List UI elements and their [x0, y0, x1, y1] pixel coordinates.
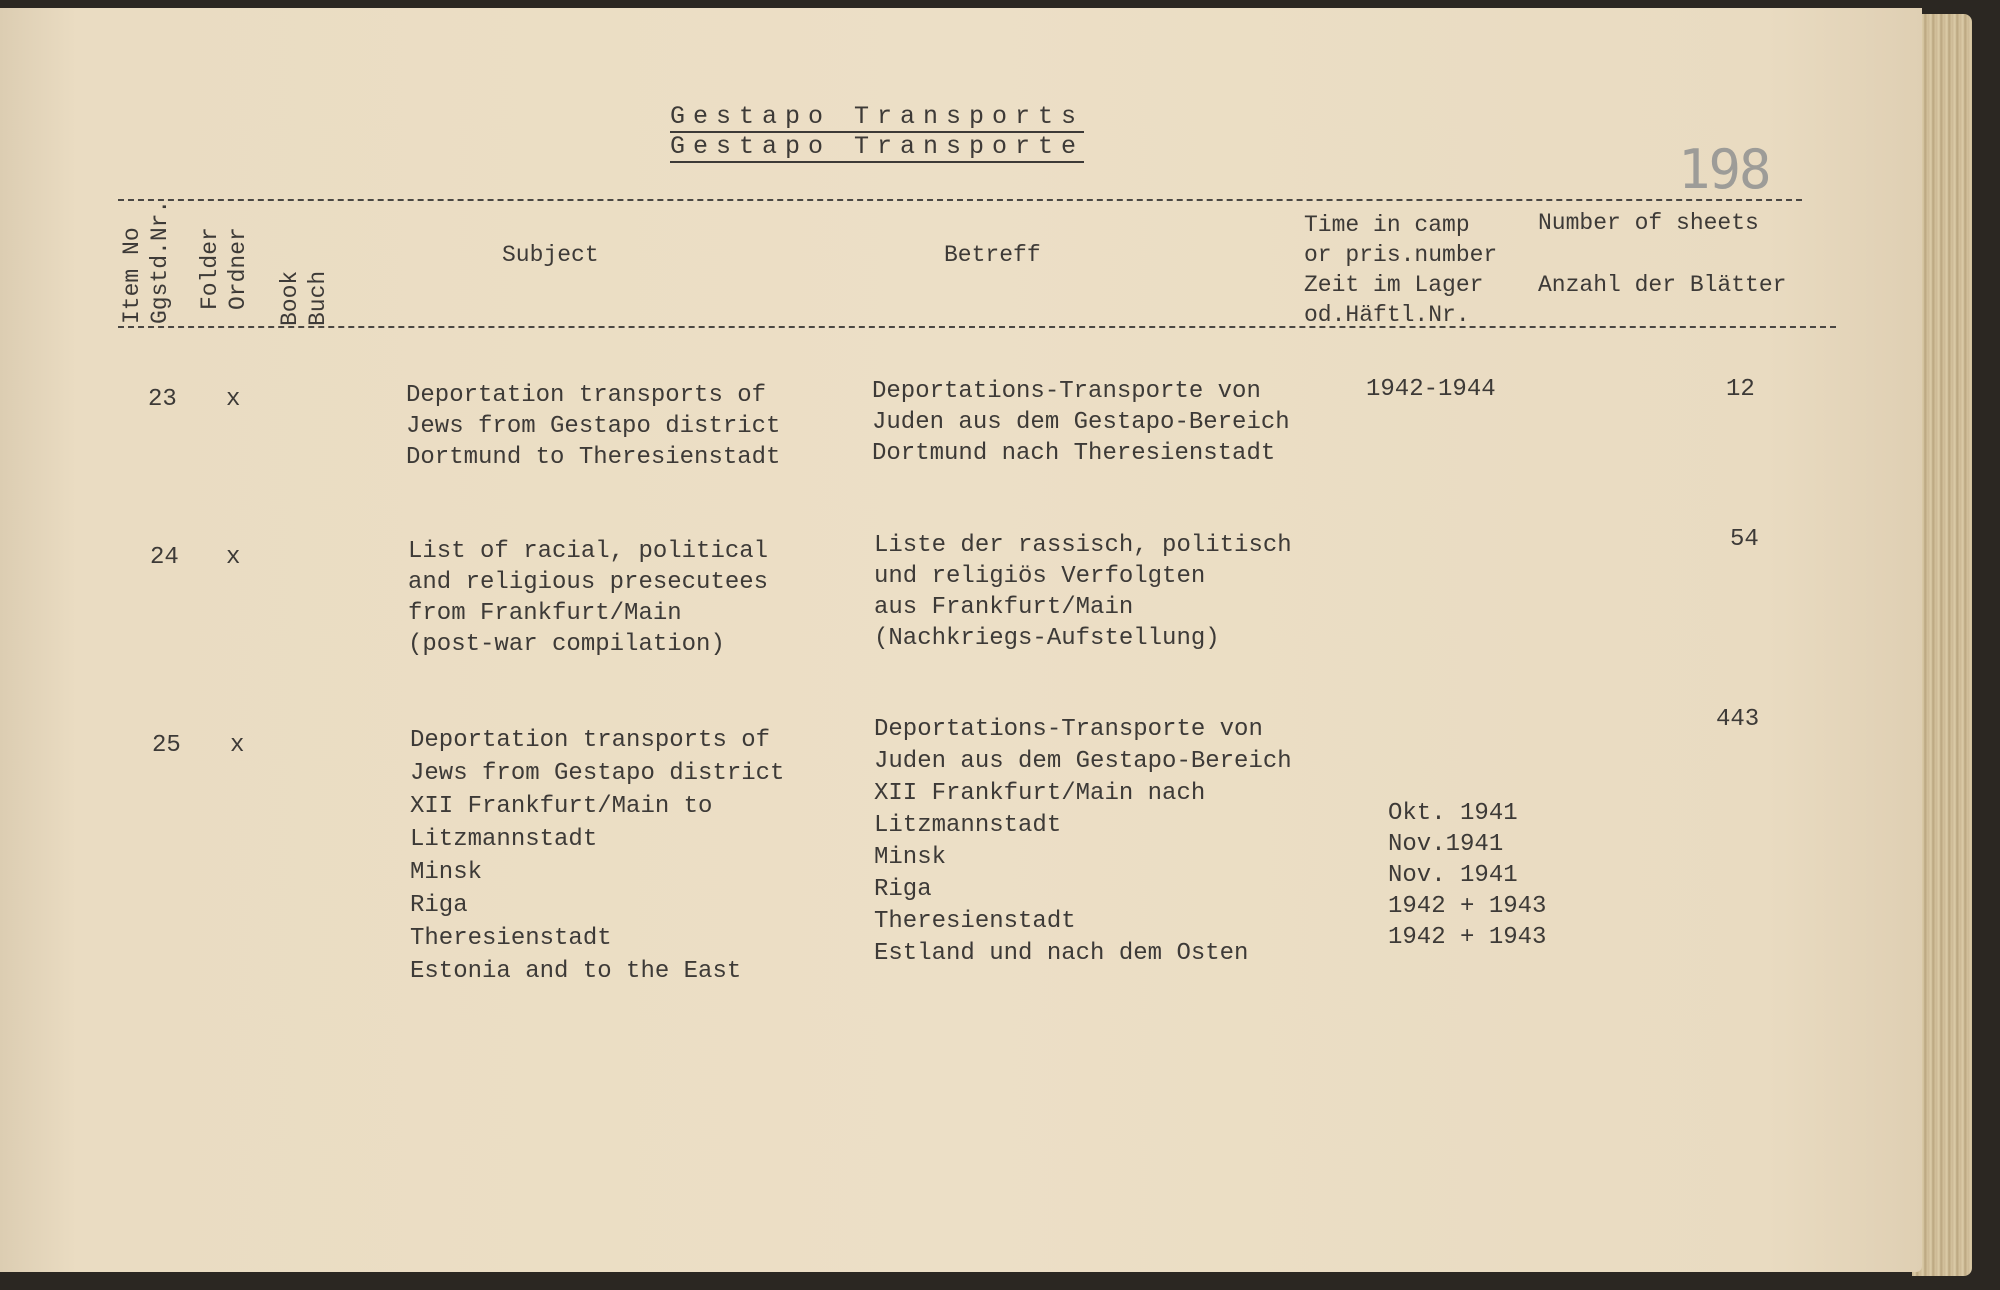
row-24-folder: x [226, 544, 241, 571]
header-book [276, 271, 332, 326]
row-23-time: 1942-1944 [1366, 376, 1496, 403]
row-25-time-line: Nov. 1941 [1388, 862, 1518, 889]
row-25-subject-line: Estonia and to the East [410, 958, 742, 985]
row-25-subject-line: Riga [410, 892, 468, 919]
row-25-time-line: Okt. 1941 [1388, 800, 1518, 827]
row-24-betreff-line: und religiös Verfolgten [874, 563, 1206, 590]
row-23-subject-line: Deportation transports of [406, 382, 767, 409]
header-bottom-rule [118, 326, 1836, 328]
row-25-betreff-line: Theresienstadt [874, 908, 1076, 935]
row-23-betreff-line: Deportations-Transporte von [872, 378, 1261, 405]
row-25-time-line: 1942 + 1943 [1388, 893, 1547, 920]
row-25-betreff [874, 714, 1292, 970]
row-24-subject-line: (post-war compilation) [408, 631, 725, 658]
header-time-line1: Time in camp [1304, 212, 1470, 238]
row-24-betreff-line: Liste der rassisch, politisch [874, 532, 1292, 559]
row-25-betreff-line: Minsk [874, 844, 947, 871]
page-number-stamp: 198 [1678, 138, 1770, 201]
row-24-subject-line: from Frankfurt/Main [408, 600, 682, 627]
header-sheets [1538, 208, 1759, 238]
row-24-subject [408, 536, 768, 660]
row-25-subject [410, 724, 784, 988]
header-sheets-en: Number of sheets [1538, 210, 1759, 236]
title-german: Gestapo Transporte [670, 132, 1085, 161]
header-time [1304, 210, 1497, 330]
header-subject: Subject [502, 242, 599, 268]
row-25-betreff-line: Juden aus dem Gestapo-Bereich [874, 748, 1292, 775]
row-25-time-line: 1942 + 1943 [1388, 924, 1547, 951]
header-time-line4: od.Häftl.Nr. [1304, 302, 1470, 328]
row-23-betreff [872, 376, 1290, 469]
row-25-betreff-line: Riga [874, 876, 932, 903]
row-25-sheets: 443 [1716, 706, 1760, 733]
row-23-item: 23 [148, 386, 177, 413]
row-23-sheets: 12 [1726, 376, 1755, 403]
header-time-line3: Zeit im Lager [1304, 272, 1484, 298]
header-item-no [118, 200, 174, 324]
row-25-subject-line: XII Frankfurt/Main to [410, 793, 713, 820]
row-24-betreff-line: aus Frankfurt/Main [874, 594, 1134, 621]
row-25-betreff-line: XII Frankfurt/Main nach [874, 780, 1206, 807]
header-book-en: Book [277, 270, 303, 326]
row-25-subject-line: Jews from Gestapo district [410, 760, 785, 787]
header-folder-en: Folder [197, 227, 223, 310]
header-item-no-en: Item No [119, 227, 145, 324]
row-23-betreff-line: Dortmund nach Theresienstadt [872, 440, 1276, 467]
row-23-betreff-line: Juden aus dem Gestapo-Bereich [872, 409, 1290, 436]
row-23-subject [406, 380, 780, 473]
row-25-folder: x [230, 732, 245, 759]
row-24-sheets: 54 [1730, 526, 1759, 553]
row-25-subject-line: Deportation transports of [410, 727, 771, 754]
header-betreff: Betreff [944, 242, 1041, 268]
row-25-item: 25 [152, 732, 181, 759]
header-book-de: Buch [305, 270, 331, 326]
header-folder [196, 227, 252, 310]
row-23-subject-line: Jews from Gestapo district [406, 413, 781, 440]
row-24-betreff [874, 530, 1292, 654]
row-25-time-line: Nov.1941 [1388, 831, 1504, 858]
row-24-item: 24 [150, 544, 179, 571]
row-25-subject-line: Litzmannstadt [410, 826, 598, 853]
header-top-rule [118, 199, 1802, 201]
row-25-subject-line: Minsk [410, 859, 483, 886]
row-23-subject-line: Dortmund to Theresienstadt [406, 444, 781, 471]
row-24-subject-line: List of racial, political [408, 538, 769, 565]
header-time-line2: or pris.number [1304, 242, 1498, 268]
row-25-subject-line: Theresienstadt [410, 925, 612, 952]
header-sheets-de: Anzahl der Blätter [1538, 272, 1787, 298]
document-page [0, 8, 1922, 1272]
row-25-betreff-line: Litzmannstadt [874, 812, 1062, 839]
header-folder-de: Ordner [225, 227, 251, 310]
row-25-betreff-line: Deportations-Transporte von [874, 716, 1263, 743]
row-24-subject-line: and religious presecutees [408, 569, 769, 596]
row-25-betreff-line: Estland und nach dem Osten [874, 940, 1249, 967]
title-english: Gestapo Transports [670, 102, 1085, 131]
row-25-time [1388, 798, 1546, 953]
row-24-betreff-line: (Nachkriegs-Aufstellung) [874, 625, 1220, 652]
row-23-folder: x [226, 386, 241, 413]
header-item-no-de: Ggstd.Nr. [147, 199, 173, 324]
